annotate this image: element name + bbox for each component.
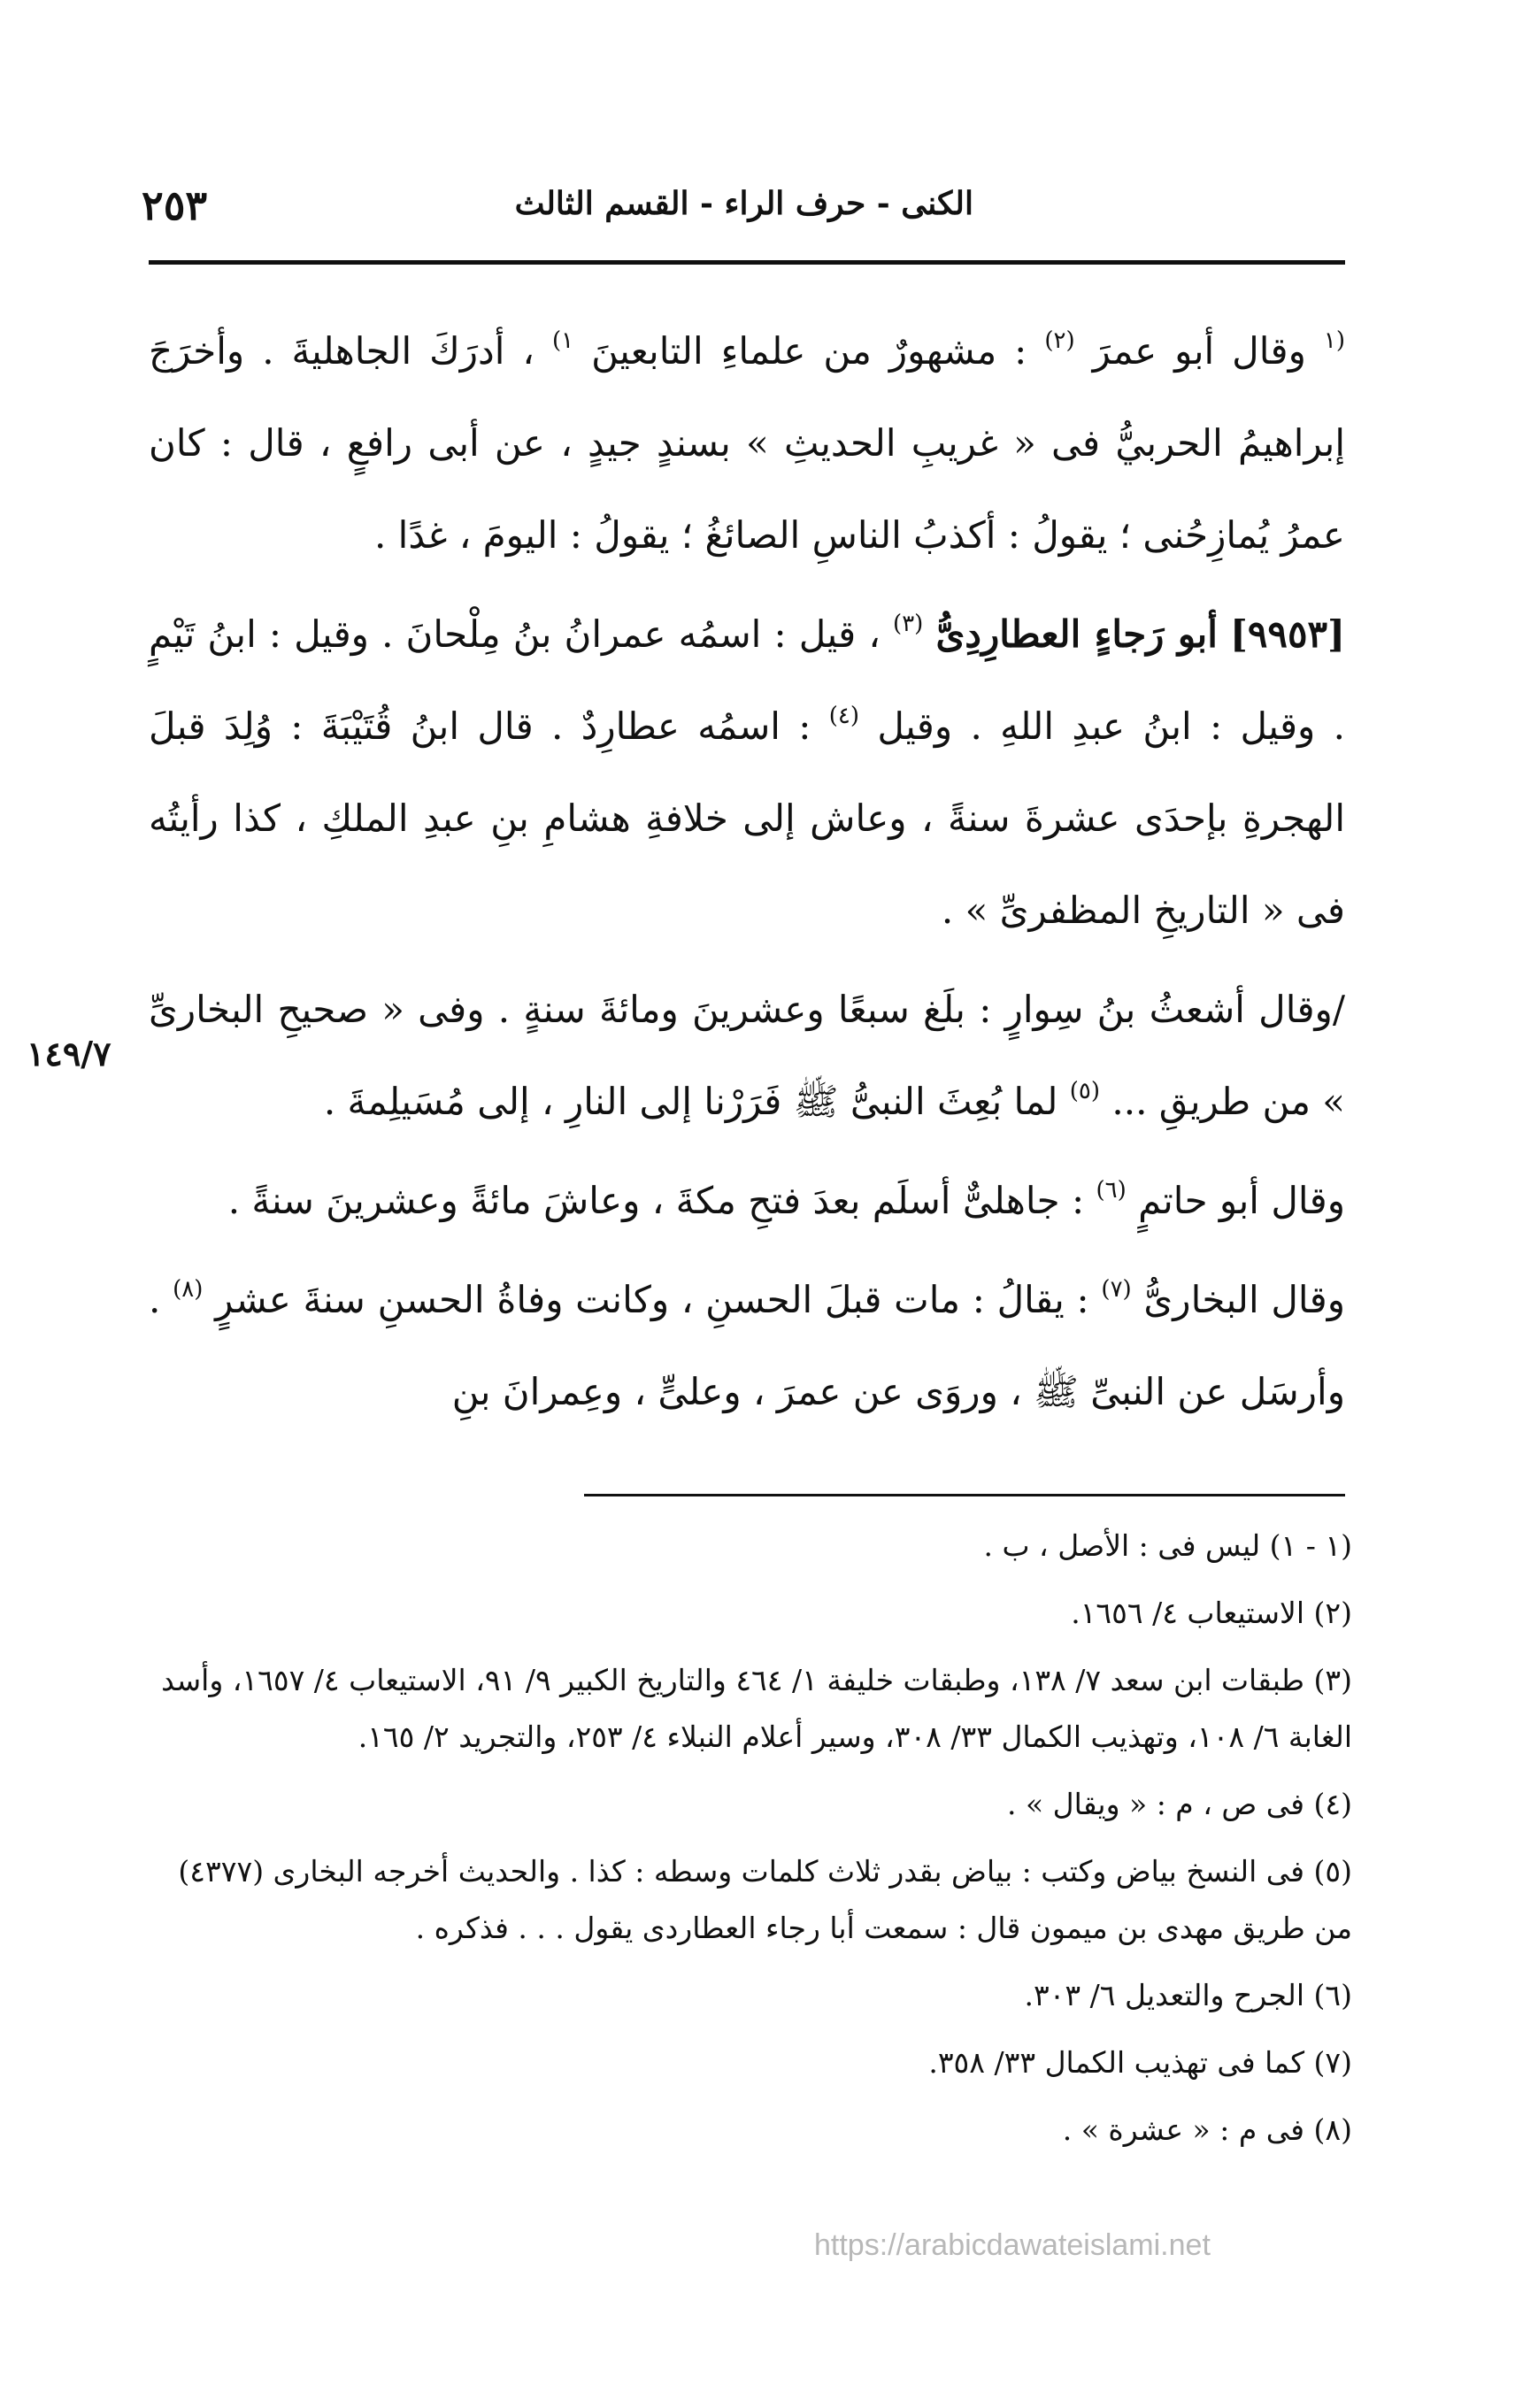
entry-name: أبو رَجاءٍ العطارِدِىُّ bbox=[935, 612, 1218, 656]
header-rule bbox=[149, 260, 1345, 265]
footnotes bbox=[149, 1518, 1352, 2169]
footnote: (٦) الجرح والتعديل ٦/ ٣٠٣. bbox=[1024, 1978, 1352, 2012]
watermark-url: https://arabicdawateislami.net bbox=[814, 2228, 1211, 2262]
footnote-ref: (٣) bbox=[893, 611, 924, 637]
paragraph-5 bbox=[149, 1254, 1345, 1438]
text-span: : اسمُه عطارِدٌ . قال ابنُ قُتَيْبَةَ : وُلِدَ قبلَ الهجرةِ بإحدَى عشرةَ سنةً ، وعاش إلى خلافةِ هشامِ بنِ عبدِ الملكِ ، كذا رأيتُه فى « التاريخِ المظفرىِّ » . bbox=[149, 704, 1345, 932]
footnote-ref: (٤) bbox=[828, 703, 859, 729]
footnote-ref: (٥) bbox=[1069, 1078, 1101, 1104]
text-span: ، قيل : اسمُه عمرانُ بنُ مِلْحانَ . وقيل : ابنُ تَيْمٍ . وقيل : ابنُ عبدِ اللهِ . وقيل bbox=[149, 612, 1345, 748]
paragraph-1 bbox=[149, 305, 1345, 581]
footnote: (٧) كما فى تهذيب الكمال ٣٣/ ٣٥٨. bbox=[928, 2045, 1352, 2080]
text-span: /وقال أشعثُ بنُ سِوارٍ : بلَغ سبعًا وعشرينَ ومائةَ سنةٍ . وفى « صحيحِ البخارىِّ » من طريقِ ... bbox=[149, 988, 1345, 1123]
main-text bbox=[149, 305, 1345, 1445]
text-span: : يقالُ : مات قبلَ الحسنِ ، وكانت وفاةُ الحسنِ سنةَ عشرٍ bbox=[215, 1278, 1089, 1321]
footnote-rule bbox=[584, 1494, 1345, 1496]
footnote: (٤) فى ص ، م : « ويقال » . bbox=[1007, 1787, 1352, 1821]
text-span: . وأرسَل عن النبىِّ ﷺ ، وروَى عن عمرَ ، وعلىٍّ ، وعِمرانَ بنِ bbox=[149, 1278, 1345, 1413]
text-span: ، أدرَكَ الجاهليةَ . وأخرَجَ إبراهيمُ الحربيُّ فى « غريبِ الحديثِ » بسندٍ جيدٍ ، عن أبى رافعٍ ، قال : كان عمرُ يُمازِحُنى ؛ يقولُ : أكذبُ الناسِ الصائغُ ؛ يقولُ : اليومَ ، غدًا . bbox=[149, 329, 1345, 557]
paragraph-2 bbox=[149, 589, 1345, 957]
footnote-ref: (٢) bbox=[1044, 327, 1075, 354]
footnote-ref: (٨) bbox=[173, 1276, 204, 1303]
footnote: (٨) فى م : « عشرة » . bbox=[1062, 2112, 1352, 2147]
text-span: وقال أبو حاتمٍ bbox=[1138, 1179, 1345, 1222]
footnote-ref: ١) bbox=[551, 327, 574, 354]
paragraph-4 bbox=[149, 1155, 1345, 1247]
footnote: (٥) فى النسخ بياض وكتب : بياض بقدر ثلاث كلمات وسطه : كذا . والحديث أخرجه البخارى (٤٣٧٧) من طريق مهدى بن ميمون قال : سمعت أبا رجاء العطاردى يقول . . . فذكره . bbox=[178, 1854, 1352, 1945]
text-span: : مشهورٌ من علماءِ التابعينَ bbox=[591, 329, 1027, 373]
running-header bbox=[142, 181, 1345, 243]
footnote-ref: (٧) bbox=[1101, 1276, 1132, 1303]
footnote: (١ - ١) ليس فى : الأصل ، ب . bbox=[983, 1528, 1352, 1563]
footnote: (٣) طبقات ابن سعد ٧/ ١٣٨، وطبقات خليفة ١/ ٤٦٤ والتاريخ الكبير ٩/ ٩١، الاستيعاب ٤/ ١٦٥٧، وأسد الغابة ٦/ ١٠٨، وتهذيب الكمال ٣٣/ ٣٠٨، وسير أعلام النبلاء ٤/ ٢٥٣، والتجريد ٢/ ١٦٥. bbox=[161, 1663, 1352, 1754]
text-span: وقال البخارىُّ bbox=[1143, 1278, 1345, 1321]
entry-number: [٩٩٥٣] bbox=[1230, 612, 1345, 656]
footnote: (٢) الاستيعاب ٤/ ١٦٥٦. bbox=[1071, 1596, 1352, 1630]
text-span: : جاهلىٌّ أسلَم بعدَ فتحِ مكةَ ، وعاشَ مائةً وعشرينَ سنةً . bbox=[227, 1179, 1085, 1222]
paragraph-3 bbox=[149, 964, 1345, 1148]
page-number: ٢٥٣ bbox=[142, 181, 208, 229]
footnote-ref: (٦) bbox=[1096, 1177, 1127, 1204]
running-title: الكنى - حرف الراء - القسم الثالث bbox=[514, 185, 973, 222]
footnote-ref: (١ bbox=[1323, 327, 1345, 354]
margin-reference: ١٤٩/٧ bbox=[27, 1034, 112, 1073]
text-span: لما بُعِثَ النبىُّ ﷺ فَرَرْنا إلى النارِ ، إلى مُسَيلِمةَ . bbox=[323, 1080, 1058, 1123]
text-span: وقال أبو عمرَ bbox=[1092, 329, 1306, 373]
